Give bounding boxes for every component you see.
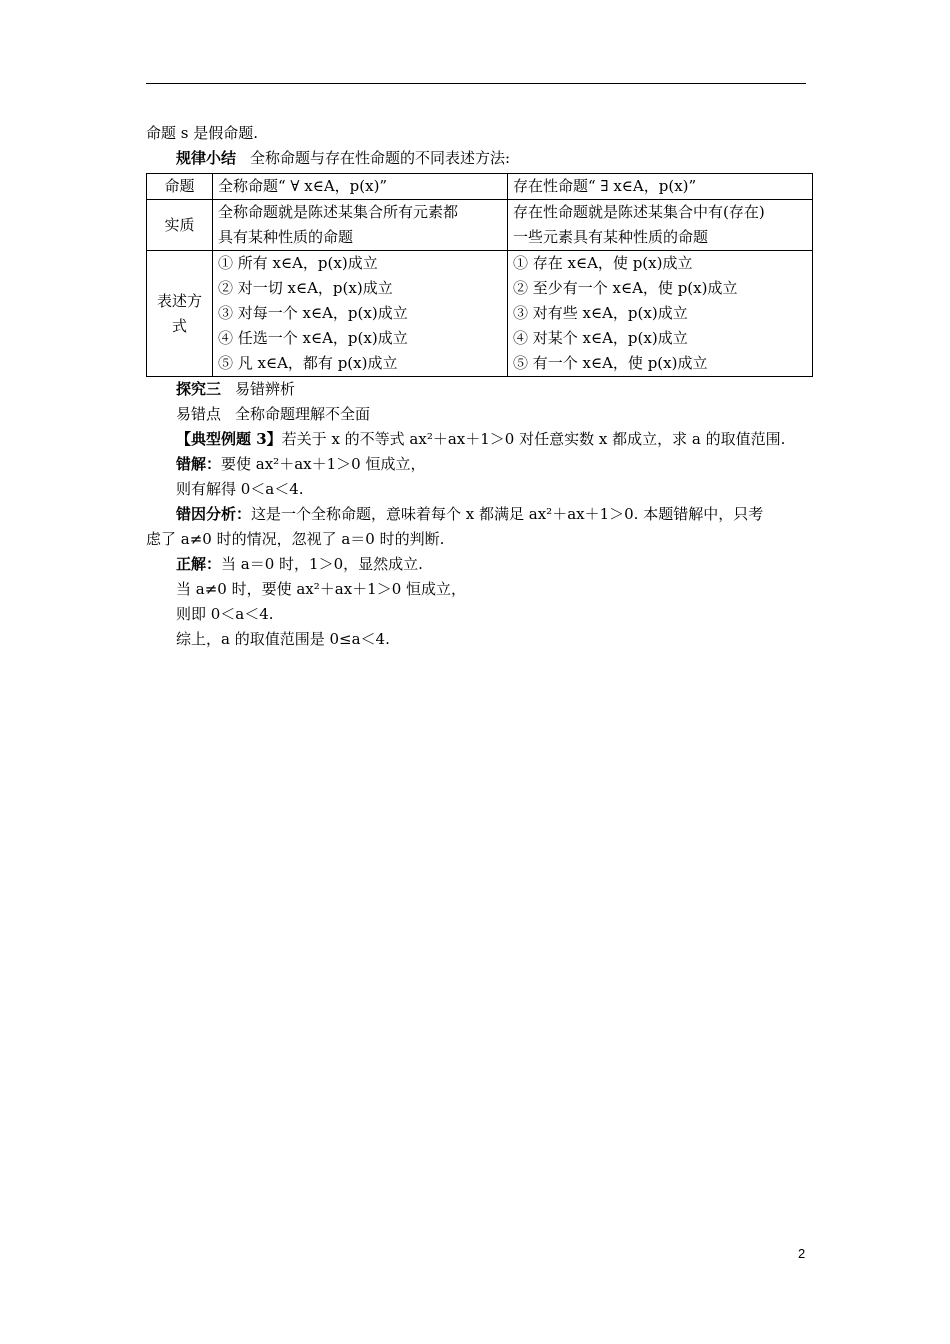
universal-cell-line: ① 所有 x∈A，p(x)成立 — [218, 254, 378, 272]
row-header-label: 命题 — [164, 177, 195, 195]
wrong-solution-line-1 — [146, 452, 812, 477]
row-header — [147, 200, 213, 251]
universal-cell-line: 全称命题就是陈述某集合所有元素都 — [218, 203, 459, 221]
universal-cell-line: ② 对一切 x∈A，p(x)成立 — [218, 279, 393, 297]
existential-cell-line: ④ 对某个 x∈A，p(x)成立 — [513, 329, 688, 347]
summary-label: 规律小结 — [176, 149, 237, 167]
existential-cell-line: 存在性命题“ ∃ x∈A，p(x)” — [513, 177, 697, 195]
row-header-label: 实质 — [164, 215, 195, 234]
universal-cell — [213, 174, 508, 200]
wrong-label: 错解： — [176, 455, 222, 473]
section-heading — [146, 377, 812, 402]
wrong-line-1: 要使 ax²＋ax＋1＞0 恒成立， — [221, 455, 426, 473]
universal-cell — [213, 200, 508, 251]
existential-cell-line: 一些元素具有某种性质的命题 — [513, 228, 709, 246]
page-content — [146, 121, 812, 652]
example-label: 【典型例题 3】 — [176, 430, 282, 448]
header-rule — [146, 83, 806, 84]
analysis-line-2: 虑了 a≠0 时的情况，忽视了 a＝0 时的判断. — [146, 530, 445, 548]
existential-cell — [508, 251, 813, 377]
intro-line: 命题 s 是假命题. — [146, 124, 259, 142]
correct-solution-line-1 — [146, 552, 812, 577]
correct-solution-line-3: 则即 0＜a＜4. — [176, 605, 274, 623]
universal-cell — [213, 251, 508, 377]
error-point-text: 全称命题理解不全面 — [235, 405, 371, 423]
table-row — [147, 251, 813, 377]
analysis-line-1 — [146, 502, 812, 527]
correct-label: 正解： — [176, 555, 222, 573]
row-header — [147, 251, 213, 377]
analysis-text-1: 这是一个全称命题，意味着每个 x 都满足 ax²＋ax＋1＞0. 本题错解中，只考 — [251, 505, 764, 523]
comparison-table — [146, 173, 813, 377]
correct-solution-line-4: 综上，a 的取值范围是 0≤a＜4. — [176, 630, 390, 648]
summary-text: 全称命题与存在性命题的不同表述方法: — [250, 149, 511, 167]
existential-cell-line: ③ 对有些 x∈A，p(x)成立 — [513, 304, 688, 322]
example-text: 若关于 x 的不等式 ax²＋ax＋1＞0 对任意实数 x 都成立，求 a 的取值范围. — [281, 430, 786, 448]
correct-solution-line-2: 当 a≠0 时，要使 ax²＋ax＋1＞0 恒成立， — [176, 580, 467, 598]
universal-cell-line: 具有某种性质的命题 — [218, 228, 354, 246]
existential-cell — [508, 174, 813, 200]
analysis-label: 错因分析： — [176, 505, 252, 523]
wrong-solution-line-2: 则有解得 0＜a＜4. — [176, 480, 304, 498]
error-point-line — [146, 402, 812, 427]
error-point-label: 易错点 — [176, 405, 222, 423]
universal-cell-line: ④ 任选一个 x∈A，p(x)成立 — [218, 329, 408, 347]
section-title: 易错辨析 — [235, 380, 296, 398]
summary-line — [146, 146, 812, 171]
existential-cell-line: 存在性命题就是陈述某集合中有(存在) — [513, 203, 765, 221]
correct-line-1: 当 a＝0 时，1＞0，显然成立. — [221, 555, 423, 573]
page-number: 2 — [798, 1246, 806, 1261]
existential-cell-line: ① 存在 x∈A，使 p(x)成立 — [513, 254, 693, 272]
existential-cell-line: ⑤ 有一个 x∈A，使 p(x)成立 — [513, 354, 708, 372]
row-header-label: 表述方式 — [156, 291, 202, 335]
existential-cell-line: ② 至少有一个 x∈A，使 p(x)成立 — [513, 279, 738, 297]
table-row — [147, 174, 813, 200]
table-row — [147, 200, 813, 251]
existential-cell — [508, 200, 813, 251]
universal-cell-line: ③ 对每一个 x∈A，p(x)成立 — [218, 304, 408, 322]
universal-cell-line: ⑤ 凡 x∈A，都有 p(x)成立 — [218, 354, 398, 372]
example-line — [146, 427, 812, 452]
section-label: 探究三 — [176, 380, 222, 398]
row-header — [147, 174, 213, 200]
universal-cell-line: 全称命题“ ∀ x∈A，p(x)” — [218, 177, 388, 195]
